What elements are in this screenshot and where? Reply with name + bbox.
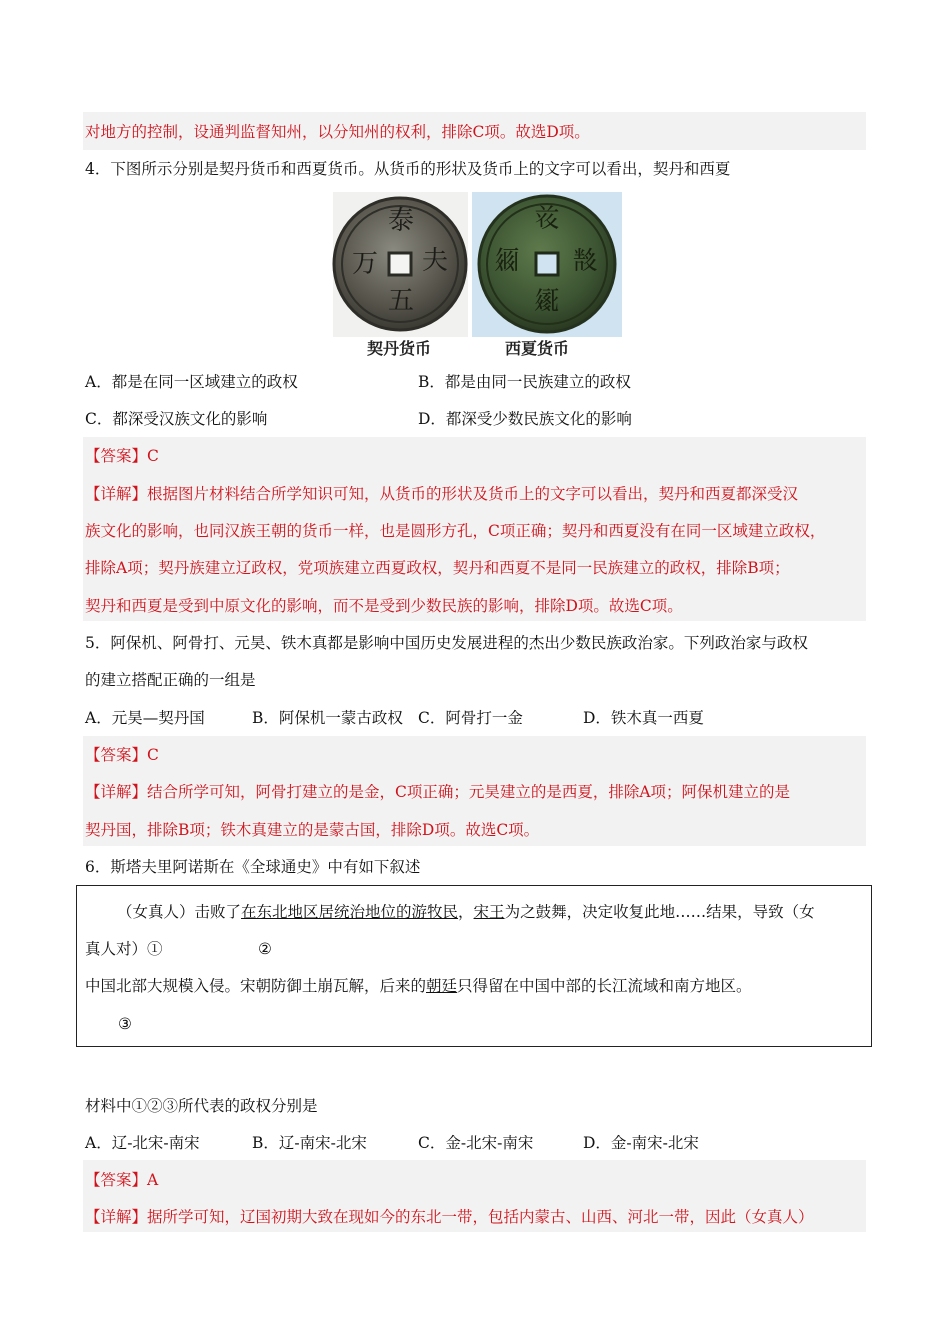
coin-left-char-top: 泰 (388, 206, 415, 236)
quote-line-1 (117, 902, 815, 922)
q5-option-b: B．阿保机一蒙古政权 (252, 709, 403, 727)
quote-text: 只得留在中国中部的长江流域和南方地区。 (457, 977, 752, 995)
quote-line-3 (85, 976, 752, 996)
q4-explain-line-4: 契丹和西夏是受到中原文化的影响，而不是受到少数民族的影响，排除D项。故选C项。 (85, 597, 683, 615)
q5-option-a: A．元昊—契丹国 (85, 709, 205, 727)
q4-option-a: A．都是在同一区域建立的政权 (85, 373, 298, 391)
q4-option-d: D．都深受少数民族文化的影响 (418, 410, 632, 428)
coin-images (0, 190, 950, 360)
quote-underline-nomads: 在东北地区居统治地位的游牧民 (241, 903, 459, 921)
coin-left-char-bottom: 五 (388, 286, 415, 316)
q5-explain-line-2: 契丹国，排除B项；铁木真建立的是蒙古国，排除D项。故选C项。 (85, 821, 540, 839)
q6-option-b: B．辽-南宋-北宋 (252, 1134, 367, 1152)
coin-right-char-left: 𗥃 (494, 246, 521, 276)
q4-explain-line-1: 【详解】根据图片材料结合所学知识可知，从货币的形状及货币上的文字可以看出，契丹和西夏都深受汉 (85, 485, 799, 503)
q6-stem: 6．斯塔夫里阿诺斯在《全球通史》中有如下叙述 (85, 858, 421, 876)
coin-right-char-right: 𘕕 (572, 246, 599, 276)
q4-option-b: B．都是由同一民族建立的政权 (418, 373, 631, 391)
quote-text: 中国北部大规模入侵。宋朝防御土崩瓦解，后来的 (85, 977, 427, 995)
quote-marker-2: ② (258, 940, 272, 958)
q4-explain-line-3: 排除A项；契丹族建立辽政权，党项族建立西夏政权，契丹和西夏不是同一民族建立的政权，排除B项； (85, 559, 790, 577)
q4-stem: 4．下图所示分别是契丹货币和西夏货币。从货币的形状及货币上的文字可以看出，契丹和西夏 (85, 160, 731, 178)
q6-option-c: C．金-北宋-南宋 (418, 1134, 534, 1152)
q5-option-d: D．铁木真一西夏 (583, 709, 704, 727)
quote-marker-3: ③ (118, 1015, 132, 1033)
q5-stem-line-2: 的建立搭配正确的一组是 (85, 671, 256, 689)
coin-right-char-top: 𘝞 (534, 204, 561, 234)
q4-explain-line-2: 族文化的影响，也同汉族王朝的货币一样，也是圆形方孔，C项正确；契丹和西夏没有在同一区域建立政权， (85, 522, 826, 540)
q6-option-d: D．金-南宋-北宋 (583, 1134, 699, 1152)
q6-material: 材料中①②③所代表的政权分别是 (85, 1097, 318, 1115)
coin-left-char-right: 夫 (422, 246, 449, 276)
q6-option-a: A．辽-北宋-南宋 (85, 1134, 200, 1152)
q4-answer: 【答案】C (85, 447, 159, 465)
q6-answer: 【答案】A (85, 1171, 159, 1189)
q5-stem-line-1: 5．阿保机、阿骨打、元昊、铁木真都是影响中国历史发展进程的杰出少数民族政治家。下列政治家与政权 (85, 634, 808, 652)
coin-left-caption: 契丹货币 (367, 339, 432, 358)
quote-underline-court: 朝廷 (426, 977, 458, 995)
coin-left-char-left: 万 (352, 249, 379, 279)
coin-right-char-bottom: 𗪉 (534, 286, 561, 316)
quote-text: 为之鼓舞，决定收复此地……结果，导致（女 (504, 903, 815, 921)
q4-option-c: C．都深受汉族文化的影响 (85, 410, 268, 428)
q5-option-c: C．阿骨打一金 (418, 709, 523, 727)
q6-explain-line-1: 【详解】据所学可知，辽国初期大致在现如今的东北一带，包括内蒙古、山西、河北一带，因此（女真人） (85, 1208, 814, 1226)
q5-answer: 【答案】C (85, 746, 159, 764)
coin-right-caption: 西夏货币 (505, 339, 570, 358)
quote-text: ， (458, 903, 474, 921)
q5-explain-line-1: 【详解】结合所学可知，阿骨打建立的是金，C项正确；元昊建立的是西夏，排除A项；阿保机建立的是 (85, 783, 791, 801)
quote-text: （女真人）击败了 (117, 903, 242, 921)
quote-line-2: 真人对）① (85, 940, 163, 958)
explain-tail-text: 对地方的控制，设通判监督知州，以分知州的权利，排除C项。故选D项。 (85, 123, 590, 141)
quote-underline-song-king: 宋王 (473, 903, 505, 921)
